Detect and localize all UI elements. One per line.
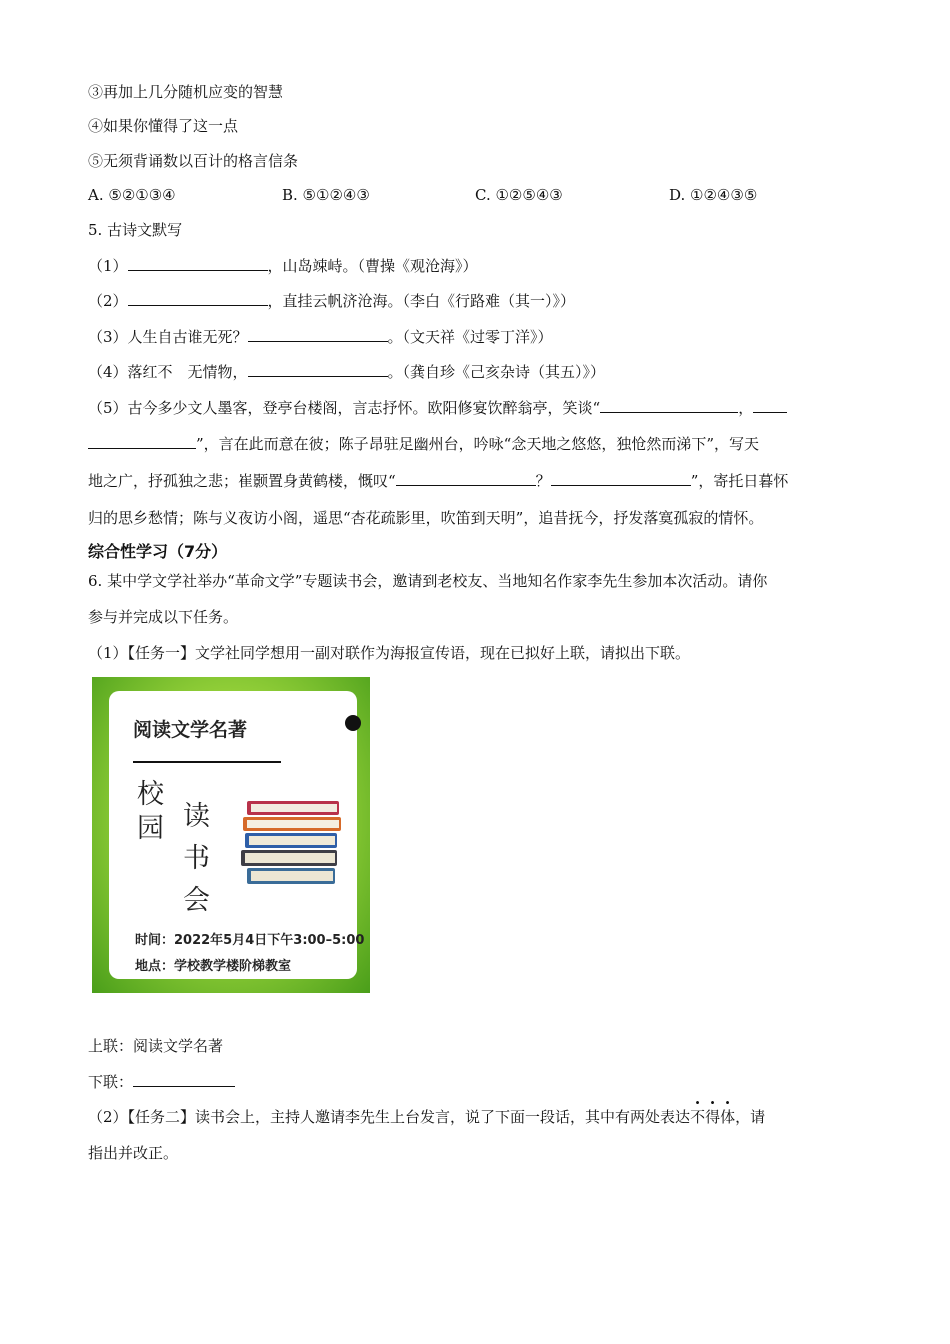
item-3: ③再加上几分随机应变的智慧 bbox=[88, 83, 284, 101]
answer-blank[interactable] bbox=[128, 255, 268, 271]
q5-6-text: ”，言在此而意在彼；陈子昂驻足幽州台，吟咏“念天地之悠悠，独怆然而涕下”，写天 bbox=[196, 435, 760, 453]
reading-poster-image bbox=[92, 677, 370, 993]
answer-blank[interactable] bbox=[133, 1071, 235, 1087]
q5-line-6 bbox=[88, 433, 759, 454]
q5-line-5 bbox=[88, 397, 787, 418]
couplet-lower-label: 下联： bbox=[88, 1073, 134, 1091]
task2-text: （2）【任务二】读书会上，主持人邀请李先生上台发言，说了下面一段话，其中有两处表达 bbox=[88, 1108, 691, 1126]
couplet-lower bbox=[88, 1071, 235, 1092]
poster-title: 阅读文学名著 bbox=[133, 719, 248, 741]
option-a: A. ⑤②①③④ bbox=[88, 186, 176, 204]
poster-dot bbox=[345, 715, 361, 731]
poster-char-shu: 书 bbox=[183, 843, 210, 874]
poster-card bbox=[109, 691, 365, 979]
q5-2-prefix: （2） bbox=[88, 292, 128, 310]
answer-blank[interactable] bbox=[551, 470, 691, 486]
q5-7-suffix: ”，寄托日暮怀 bbox=[690, 472, 789, 490]
q6-line-1: 6. 某中学文学社举办“革命文学”专题读书会，邀请到老校友、当地知名作家李先生参加本次活动。请你 bbox=[88, 572, 768, 590]
q6-task-2 bbox=[88, 1107, 765, 1127]
q5-1-prefix: （1） bbox=[88, 257, 128, 275]
q5-line-3 bbox=[88, 326, 553, 347]
option-b: B. ⑤①②④③ bbox=[282, 186, 370, 204]
q5-5-comma: ， bbox=[738, 399, 754, 417]
item-5: ⑤无须背诵数以百计的格言信条 bbox=[88, 152, 299, 170]
emphasis-char: 得 bbox=[705, 1108, 721, 1126]
emphasis-char: 不 bbox=[690, 1108, 706, 1126]
q5-4-suffix: 。（龚自珍《己亥杂诗（其五）》） bbox=[387, 363, 606, 381]
couplet-upper: 上联：阅读文学名著 bbox=[88, 1037, 224, 1055]
poster-char-du: 读 bbox=[183, 801, 210, 832]
poster-underline bbox=[133, 761, 281, 763]
task2-emphasis bbox=[690, 1108, 735, 1126]
section-title: 综合性学习（7分） bbox=[88, 542, 228, 561]
answer-blank[interactable] bbox=[600, 397, 738, 413]
q6-task-2-line-2: 指出并改正。 bbox=[88, 1144, 179, 1162]
answer-blank[interactable] bbox=[248, 361, 388, 377]
q6-task-1: （1）【任务一】文学社同学想用一副对联作为海报宣传语，现在已拟好上联，请拟出下联。 bbox=[88, 644, 691, 662]
q5-4-prefix: （4）落红不 无情物， bbox=[88, 363, 248, 381]
answer-blank[interactable] bbox=[248, 326, 388, 342]
q5-3-prefix: （3）人生自古谁无死？ bbox=[88, 328, 248, 346]
option-d: D. ①②④③⑤ bbox=[669, 186, 758, 204]
q5-7-prefix: 地之广，抒孤独之悲；崔颢置身黄鹤楼，慨叹“ bbox=[88, 472, 396, 490]
q5-line-1 bbox=[88, 255, 478, 276]
q5-5-prefix: （5）古今多少文人墨客，登亭台楼阁，言志抒怀。欧阳修宴饮醉翁亭，笑谈“ bbox=[88, 399, 601, 417]
q5-line-4 bbox=[88, 361, 605, 382]
poster-char-yuan: 园 bbox=[137, 813, 164, 844]
poster-place: 地点：学校教学楼阶梯教室 bbox=[135, 959, 292, 974]
q5-1-suffix: ，山岛竦峙。（曹操《观沧海》） bbox=[267, 257, 478, 275]
poster-char-xiao: 校 bbox=[137, 779, 164, 810]
option-c: C. ①②⑤④③ bbox=[475, 186, 563, 204]
task2-suffix: ，请 bbox=[735, 1108, 766, 1126]
q6-line-2: 参与并完成以下任务。 bbox=[88, 608, 239, 626]
item-4: ④如果你懂得了这一点 bbox=[88, 117, 239, 135]
book-stack-icon bbox=[241, 799, 353, 899]
poster-char-hui: 会 bbox=[183, 885, 210, 916]
q5-line-8: 归的思乡愁情；陈与义夜访小阁，遥思“杏花疏影里，吹笛到天明”，追昔抚今，抒发落寞孤寂的情怀。 bbox=[88, 509, 764, 527]
q5-3-suffix: 。（文天祥《过零丁洋》） bbox=[387, 328, 553, 346]
q5-7-mid: ？ bbox=[535, 472, 551, 490]
answer-blank[interactable] bbox=[88, 433, 196, 449]
answer-blank[interactable] bbox=[753, 397, 787, 413]
q5-line-2 bbox=[88, 290, 575, 311]
answer-blank[interactable] bbox=[396, 470, 536, 486]
answer-blank[interactable] bbox=[128, 290, 268, 306]
q5-2-suffix: ，直挂云帆济沧海。（李白《行路难（其一）》） bbox=[267, 292, 576, 310]
q5-line-7 bbox=[88, 470, 788, 491]
emphasis-char: 体 bbox=[720, 1108, 736, 1126]
q5-title: 5. 古诗文默写 bbox=[88, 221, 183, 239]
poster-time: 时间：2022年5月4日下午3:00–5:00 bbox=[135, 933, 365, 948]
